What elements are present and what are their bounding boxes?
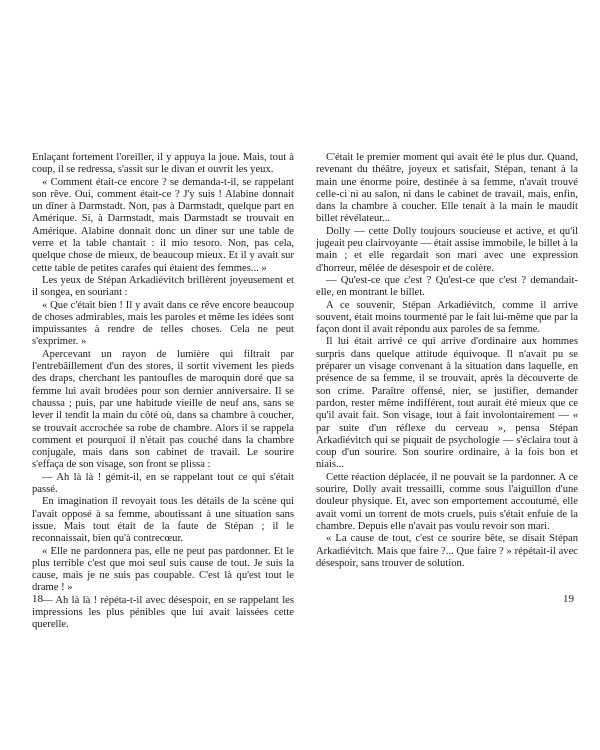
- paragraph: Les yeux de Stépan Arkadiévitch brillèrent joyeusement et il songea, en souriant :: [32, 274, 294, 299]
- paragraph: Il lui était arrivé ce qui arrive d'ordinaire aux hommes surpris dans quelque attitude équivoque. Il n'avait pu se préparer un visage convenant à la situation dans laquelle, en présence de sa femme, il se trouvait, après la découverte de son crime. Paraître offensé, nier, se justifier, demander pardon, rester même indifférent, tout aurait été mieux que ce qu'il avait fait. Son visage, tout à fait involontairement — « par suite d'un réflexe du cerveau », pensa Stépan Arkadiévitch qui se piquait de psychologie — s'éclaira tout à coup d'un sourire. Son sourire ordinaire, à la fois bon et niais...: [316, 336, 578, 471]
- paragraph: « La cause de tout, c'est ce sourire bête, se disait Stépan Arkadiévitch. Mais que faire ?... Que faire ? » répétait-il avec désespoir, sans trouver de solution.: [316, 533, 578, 569]
- paragraph: « Elle ne pardonnera pas, elle ne peut pas pardonner. Et le plus terrible c'est que moi seul suis cause de tout. Je suis la cause, mais je ne suis pas coupable. C'est là qu'est tout le drame ! »: [32, 545, 294, 594]
- paragraph: Dolly — cette Dolly toujours soucieuse et active, et qu'il jugeait peu clairvoyante — était assise immobile, le billet à la main ; et elle regardait son mari avec une expression d'horreur, mêlée de désespoir et de colère.: [316, 225, 578, 274]
- paragraph: — Ah là là ! répéta-t-il avec désespoir, en se rappelant les impressions les plus pénibles que lui avait laissées cette querelle.: [32, 594, 294, 631]
- paragraph: « Que c'était bien ! Il y avait dans ce rêve encore beaucoup de choses admirables, mais les paroles et même les idées sont impuissantes à rendre de telles choses. Cela ne peut s'exprimer. »: [32, 299, 294, 348]
- paragraph: — Ah là là ! gémit-il, en se rappelant tout ce qui s'était passé.: [32, 471, 294, 496]
- left-page-text-column: [32, 152, 294, 632]
- paragraph: « Comment était-ce encore ? se demanda-t-il, se rappelant son rêve. Oui, comment était-ce ? J'y suis ! Alabine donnait un dîner à Darmstadt. Non, pas à Darmstadt, quelque part en Amérique. Si, à Darmstadt, mais Darmstadt se trouvait en Amérique. Alabine donnait donc un dîner sur une table de verre et la table chantait : il mio tesoro. Non, pas cela, quelque chose de mieux, de beaucoup mieux. Et il y avait sur cette table de petites carafes qui étaient des femmes... »: [32, 176, 294, 274]
- page-number-right: 19: [563, 593, 574, 605]
- paragraph: — Qu'est-ce que c'est ? Qu'est-ce que c'est ? demandait-elle, en montrant le billet.: [316, 274, 578, 299]
- paragraph: Apercevant un rayon de lumière qui filtrait par l'entrebâillement d'un des stores, il sortit vivement les pieds des draps, cherchant les pantoufles de maroquin doré que sa femme lui avait brodées pour son dernier anniversaire. Il se chaussa ; puis, par une habitude vieille de neuf ans, sans se lever il tendit la main du côté où, dans sa chambre à coucher, se trouvait accrochée sa robe de chambre. Alors il se rappela comment et pourquoi il n'était pas couché dans la chambre conjugale, mais dans son cabinet de travail. Le sourire s'effaça de son visage, son front se plissa :: [32, 348, 294, 471]
- paragraph: En imagination il revoyait tous les détails de la scène qui l'avait opposé à sa femme, aboutissant à une situation sans issue. Mais tout était de la faute de Stépan ; il le reconnaissait, bien qu'à contrecœur.: [32, 496, 294, 545]
- paragraph: Cette réaction déplacée, il ne pouvait se la pardonner. A ce sourire, Dolly avait tressailli, comme sous l'aiguillon d'une douleur physique. Et, avec son emportement accoutumé, elle avait vomi un torrent de mots cruels, puis s'était enfuie de la chambre. Depuis elle n'avait pas voulu revoir son mari.: [316, 471, 578, 532]
- right-page-text-column: [316, 152, 578, 570]
- paragraph: Enlaçant fortement l'oreiller, il y appuya la joue. Mais, tout à coup, il se redressa, s'assit sur le divan et ouvrit les yeux.: [32, 152, 294, 176]
- paragraph: C'était le premier moment qui avait été le plus dur. Quand, revenant du théâtre, joyeux et satisfait, Stépan, tenant à la main une énorme poire, destinée à sa femme, n'avait trouvé celle-ci ni au salon, ni dans le cabinet de travail, mais, enfin, dans la chambre à coucher. Elle tenait à la main le maudit billet révélateur...: [316, 152, 578, 225]
- paragraph: A ce souvenir, Stépan Arkadiévitch, comme il arrive souvent, était moins tourmenté par le fait lui-même que par la façon dont il avait répondu aux paroles de sa femme.: [316, 299, 578, 336]
- page-number-left: 18: [32, 593, 43, 605]
